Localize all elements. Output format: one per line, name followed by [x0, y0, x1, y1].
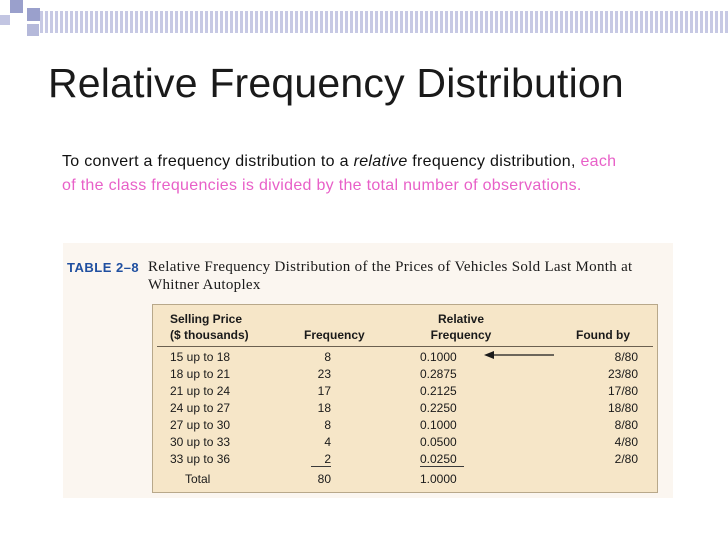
frequency-sum-line: [311, 466, 331, 467]
found-by-cell: 4/80: [614, 435, 638, 449]
relative-frequency-cell: 0.2875: [420, 367, 457, 381]
price-cell: 15 up to 18: [170, 350, 231, 364]
intro-highlight: each of the class frequencies is divided by the total number of observations.: [62, 153, 617, 194]
deco-square: [0, 15, 10, 25]
frequency-cell: 23: [317, 367, 331, 381]
total-relative: 1.0000: [420, 472, 457, 486]
caption-line-1: Relative Frequency Distribution of the Prices of Vehicles Sold Last Month at: [148, 259, 633, 275]
intro-text: [62, 150, 632, 198]
frequency-table: [152, 304, 658, 493]
relative-frequency-cell: 0.2125: [420, 384, 457, 398]
total-frequency: 80: [317, 472, 331, 486]
price-cell: 30 up to 33: [170, 435, 231, 449]
header-relative-line1: Relative: [437, 312, 485, 326]
price-cell: 27 up to 30: [170, 418, 231, 432]
header-found-by: Found by: [576, 328, 630, 342]
caption-line-2: Whitner Autoplex: [148, 277, 261, 293]
deco-square: [10, 0, 23, 13]
header-price-line1: Selling Price: [170, 312, 243, 326]
deco-square: [27, 8, 40, 21]
intro-part1: To convert a frequency distribution to a: [62, 153, 354, 170]
relative-frequency-cell: 0.0250: [420, 452, 457, 466]
frequency-cell: 17: [317, 384, 331, 398]
found-by-cell: 8/80: [614, 418, 638, 432]
arrow-left-icon: [484, 350, 554, 360]
found-by-cell: 23/80: [607, 367, 638, 381]
found-by-cell: 2/80: [614, 452, 638, 466]
found-by-cell: 8/80: [614, 350, 638, 364]
price-cell: 18 up to 21: [170, 367, 231, 381]
header-price-line2: ($ thousands): [170, 328, 249, 342]
header-divider: [157, 346, 653, 347]
price-cell: 24 up to 27: [170, 401, 231, 415]
frequency-cell: 8: [324, 350, 331, 364]
frequency-cell: 8: [324, 418, 331, 432]
deco-square: [27, 24, 39, 36]
frequency-cell: 18: [317, 401, 331, 415]
slide-title: Relative Frequency Distribution: [48, 60, 624, 106]
relative-frequency-cell: 0.1000: [420, 418, 457, 432]
header-relative: [426, 311, 496, 343]
found-by-cell: 17/80: [607, 384, 638, 398]
header-price: [170, 311, 249, 343]
found-by-cell: 18/80: [607, 401, 638, 415]
price-cell: 33 up to 36: [170, 452, 231, 466]
relative-frequency-cell: 0.2250: [420, 401, 457, 415]
frequency-cell: 4: [324, 435, 331, 449]
price-cell: 21 up to 24: [170, 384, 231, 398]
header-relative-line2: Frequency: [430, 328, 492, 342]
table-number: TABLE 2–8: [67, 260, 140, 275]
relative-frequency-cell: 0.1000: [420, 350, 457, 364]
frequency-cell: 2: [324, 452, 331, 466]
header-stripe-bar: [40, 11, 728, 33]
relative-frequency-cell: 0.0500: [420, 435, 457, 449]
intro-part2: frequency distribution,: [407, 153, 581, 170]
header-frequency: Frequency: [304, 328, 365, 342]
intro-emphasis: relative: [353, 153, 408, 170]
relative-sum-line: [420, 466, 464, 467]
total-label: Total: [185, 472, 211, 486]
table-panel: [63, 243, 673, 498]
